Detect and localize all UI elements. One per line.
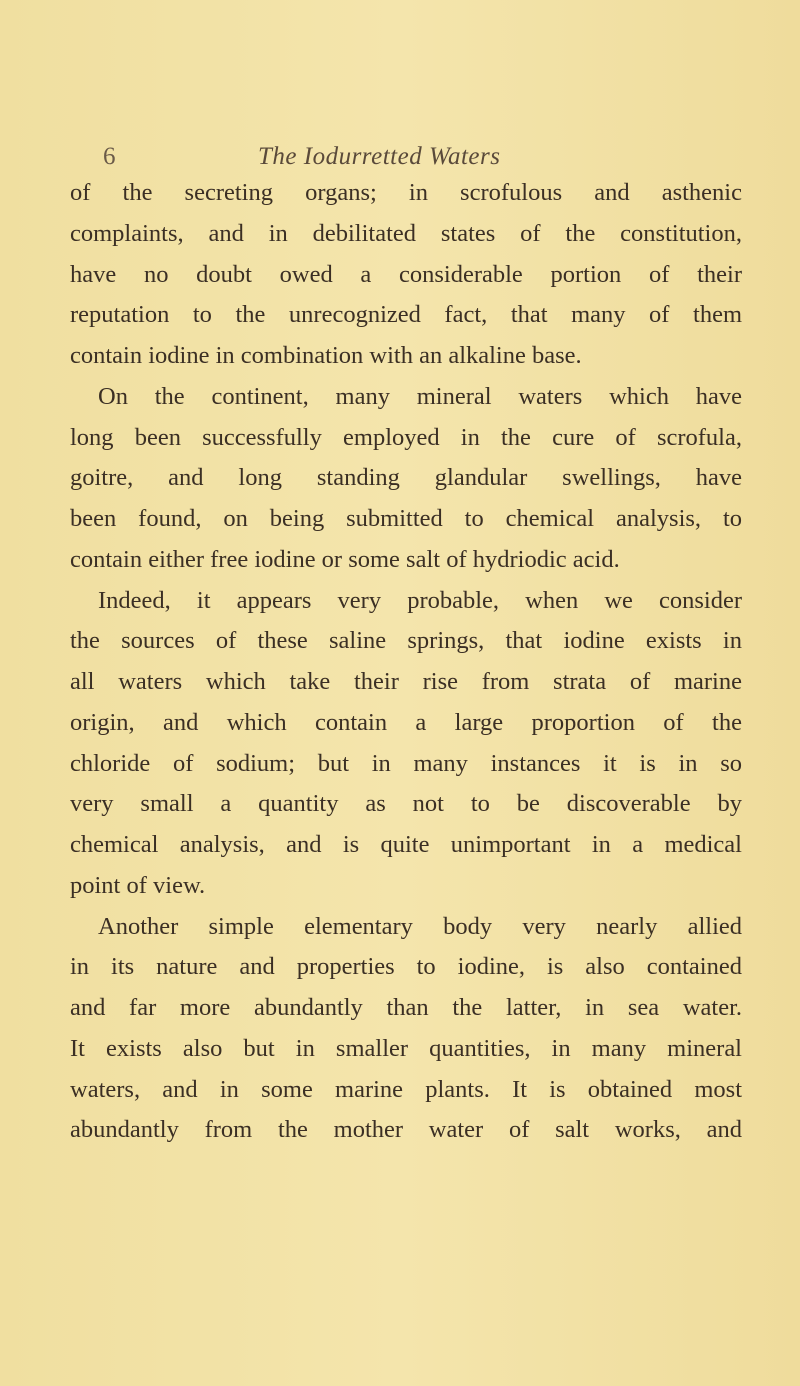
text-line: contain iodine in combination with an alkaline base. [70,342,582,369]
text-line: very small a quantity as not to be discoverable by [70,790,742,818]
text-line: origin, and which contain a large proportion of the [70,708,742,736]
page-number: 6 [103,143,116,170]
text-line: the sources of these saline springs, that iodine exists in [70,627,742,655]
text-line: complaints, and in debilitated states of the constitution, [70,219,742,247]
text-line: contain either free iodine or some salt of hydriodic acid. [70,545,620,573]
text-line: waters, and in some marine plants. It is obtained most [70,1075,742,1103]
text-line: Indeed, it appears very probable, when we consider [98,586,742,614]
text-line: have no doubt owed a considerable portion of their [70,260,742,288]
text-line: of the secreting organs; in scrofulous and asthenic [70,179,742,206]
text-line: On the continent, many mineral waters which have [98,382,742,410]
text-line: reputation to the unrecognized fact, that many of them [70,301,742,329]
text-line: and far more abundantly than the latter, in sea water. [70,994,742,1021]
text-line: goitre, and long standing glandular swellings, have [70,464,742,492]
page-header [103,143,663,177]
text-line: chemical analysis, and is quite unimportant in a medical [70,831,742,858]
text-line: in its nature and properties to iodine, is also contained [70,953,742,981]
text-line: all waters which take their rise from strata of marine [70,668,742,695]
text-line: been found, on being submitted to chemical analysis, to [70,505,742,532]
text-line: It exists also but in smaller quantities, in many mineral [70,1034,742,1062]
body-text [70,173,742,1151]
text-line: abundantly from the mother water of salt works, and [70,1116,742,1144]
running-title: The Iodurretted Waters [258,143,501,170]
text-line: long been successfully employed in the cure of scrofula, [70,423,742,451]
text-line: chloride of sodium; but in many instances it is in so [70,749,742,777]
text-line: point of view. [70,871,206,899]
text-line: Another simple elementary body very nearly allied [98,912,742,940]
